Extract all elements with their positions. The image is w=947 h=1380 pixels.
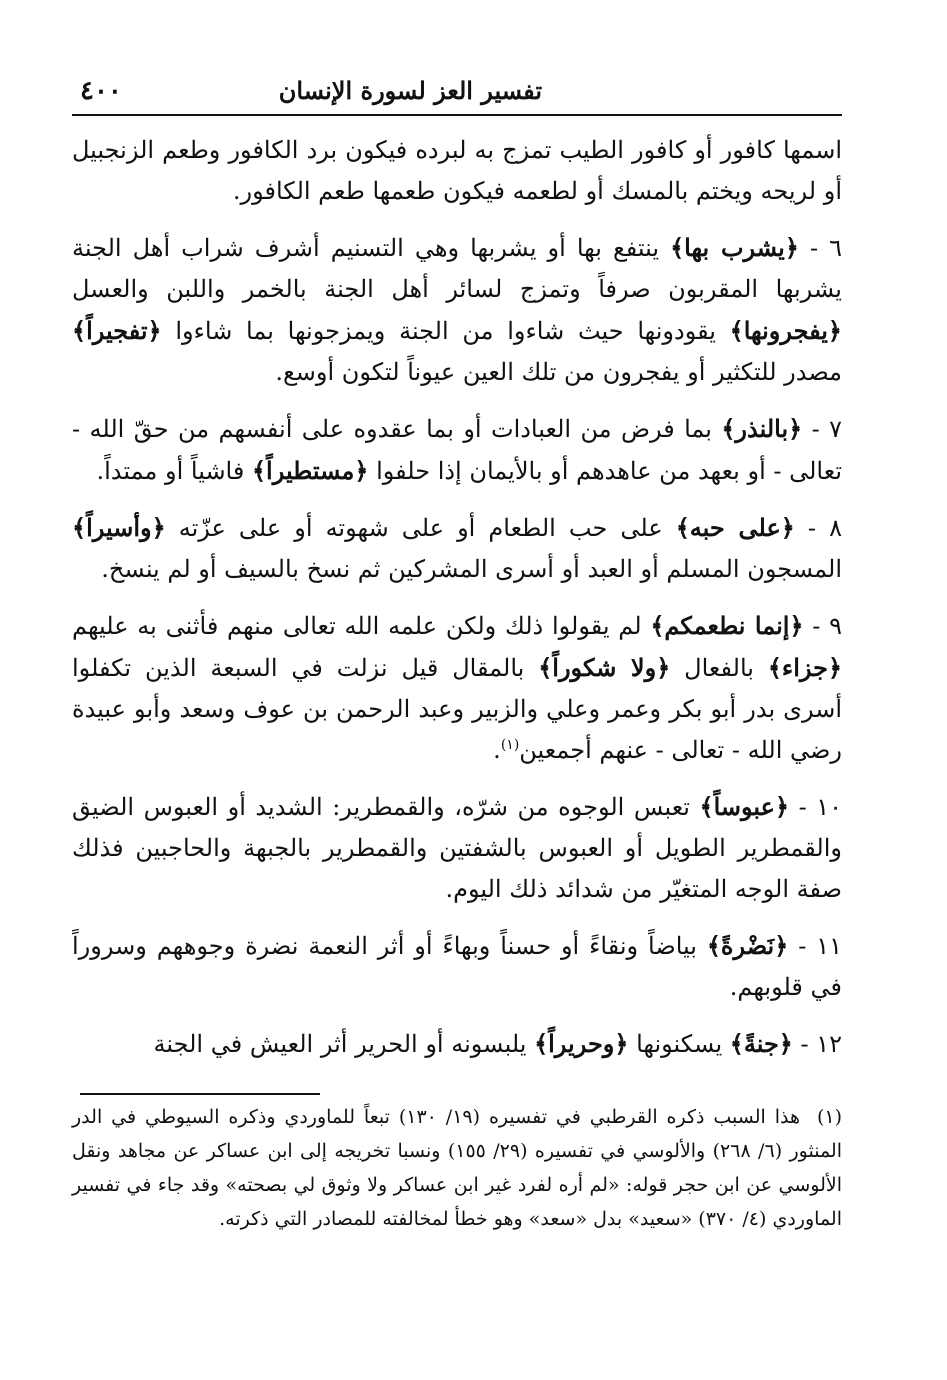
quranic-term: ﴿عبوساً﴾: [699, 792, 790, 821]
quranic-term: ﴿إنما نطعمكم﴾: [650, 611, 804, 640]
quranic-term: ﴿وأسيراً﴾: [72, 513, 166, 542]
commentary-text: تعبس الوجوه من شرّه، والقمطرير: الشديد أو العبوس الضيق والقمطرير الطويل أو العبوس بالشفتين والقمطرير بالجبهة والحاجبين فذلك صفة الوجه المتغيّر من شدائد ذلك اليوم.: [72, 793, 842, 903]
quranic-term: ﴿بالنذر﴾: [721, 414, 803, 443]
verse-number: ٦ -: [798, 234, 843, 262]
quranic-term: ﴿جزاء﴾: [767, 653, 842, 682]
paragraph: [72, 1023, 842, 1065]
footnote-text: هذا السبب ذكره القرطبي في تفسيره (١٩/ ١٣٠) تبعاً للماوردي وذكره السيوطي في الدر المنثور (٦/ ٢٦٨) والألوسي في تفسيره (٢٩/ ١٥٥) ونسبا تخريجه إلى ابن عساكر عن مجاهد ونقل الألوسي عن ابن حجر قوله: «لم أره لفرد غير ابن عساكر ولا وثوق لي بصحته» وقد جاء في تفسير الماوردي (٤/ ٣٧٠) «سعيد» بدل «سعد» وهو خطأ لمخالفته للمصادر التي ذكرته.: [72, 1106, 842, 1230]
verse-number: ١٠ -: [789, 793, 842, 821]
paragraph: [72, 130, 842, 212]
paragraph: [72, 605, 842, 771]
commentary-text: .: [493, 736, 501, 764]
page-number: ٤٠٠: [80, 76, 122, 106]
quranic-term: ﴿على حبه﴾: [675, 513, 795, 542]
page: [72, 70, 842, 1080]
verse-number: ١٢ -: [792, 1030, 842, 1058]
quranic-term: ﴿نَضْرةً﴾: [706, 931, 789, 960]
verse-number: ٧ -: [802, 415, 842, 443]
quranic-term: ﴿ولا شكوراً﴾: [538, 653, 671, 682]
footnote-reference: (١): [500, 737, 520, 753]
quranic-term: ﴿يشرب بها﴾: [670, 233, 799, 262]
commentary-text: لم يقولوا ذلك ولكن علمه الله تعالى منهم فأثنى به عليهم: [72, 612, 651, 640]
paragraph: [72, 786, 842, 910]
commentary-text: يسكنونها: [628, 1030, 730, 1058]
commentary-text: بياضاً ونقاءً أو حسناً وبهاءً أو أثر النعمة نضرة وجوههم وسروراً في قلوبهم.: [72, 932, 842, 1001]
commentary-text: بالمقال قيل نزلت في السبعة الذين تكفلوا أسرى بدر أبو بكر وعمر وعلي والزبير وعبد الرحمن بن عوف وسعد وأبو عبيدة رضي الله - تعالى - عنهم أجمعين: [72, 654, 842, 764]
footnote: [72, 1100, 842, 1236]
paragraph: [72, 227, 842, 393]
paragraph: [72, 507, 842, 590]
footnote-separator: [80, 1093, 320, 1095]
verse-number: ٨ -: [794, 514, 842, 542]
commentary-text: ينتفع بها أو يشربها وهي التسنيم أشرف شراب أهل الجنة يشربها المقربون صرفاً وتمزج لسائر أهل الجنة بالخمر واللبن والعسل: [72, 234, 842, 303]
commentary-text: بما فرض من العبادات أو بما عقدوه على أنفسهم من حقّ الله - تعالى - أو بعهد من عاهدهم أو بالأيمان إذا حلفوا: [72, 415, 842, 485]
commentary-text: بالفعال: [670, 654, 768, 682]
commentary-text: على حب الطعام أو على شهوته أو على عزّته: [165, 514, 676, 542]
quranic-term: ﴿جنةً﴾: [729, 1029, 793, 1058]
commentary-text: فاشياً أو ممتداً.: [96, 457, 252, 485]
footnote-marker: (١): [816, 1106, 842, 1128]
main-text: [72, 130, 842, 1065]
quranic-term: ﴿يفجرونها﴾: [729, 316, 842, 345]
quranic-term: ﴿مستطيراً﴾: [251, 456, 369, 485]
running-title: تفسير العز لسورة الإنسان: [278, 76, 542, 105]
commentary-text: يلبسونه أو الحرير أثر العيش في الجنة: [153, 1030, 535, 1058]
commentary-text: مصدر للتكثير أو يفجرون من تلك العين عيوناً لتكون أوسع.: [275, 358, 842, 386]
paragraph: [72, 925, 842, 1008]
commentary-text: اسمها كافور أو كافور الطيب تمزج به لبرده فيكون برد الكافور وطعم الزنجبيل أو لريحه ويختم بالمسك أو لطعمه فيكون طعمها طعم الكافور.: [72, 136, 842, 205]
page-header: [72, 70, 842, 116]
paragraph: [72, 408, 842, 492]
commentary-text: يقودونها حيث شاءوا من الجنة ويمزجونها بما شاءوا: [161, 317, 730, 345]
verse-number: ٩ -: [803, 612, 843, 640]
quranic-term: ﴿وحريراً﴾: [534, 1029, 629, 1058]
quranic-term: ﴿تفجيراً﴾: [72, 316, 162, 345]
verse-number: ١١ -: [788, 932, 842, 960]
commentary-text: المسجون المسلم أو العبد أو أسرى المشركين ثم نسخ بالسيف أو لم ينسخ.: [101, 555, 842, 583]
